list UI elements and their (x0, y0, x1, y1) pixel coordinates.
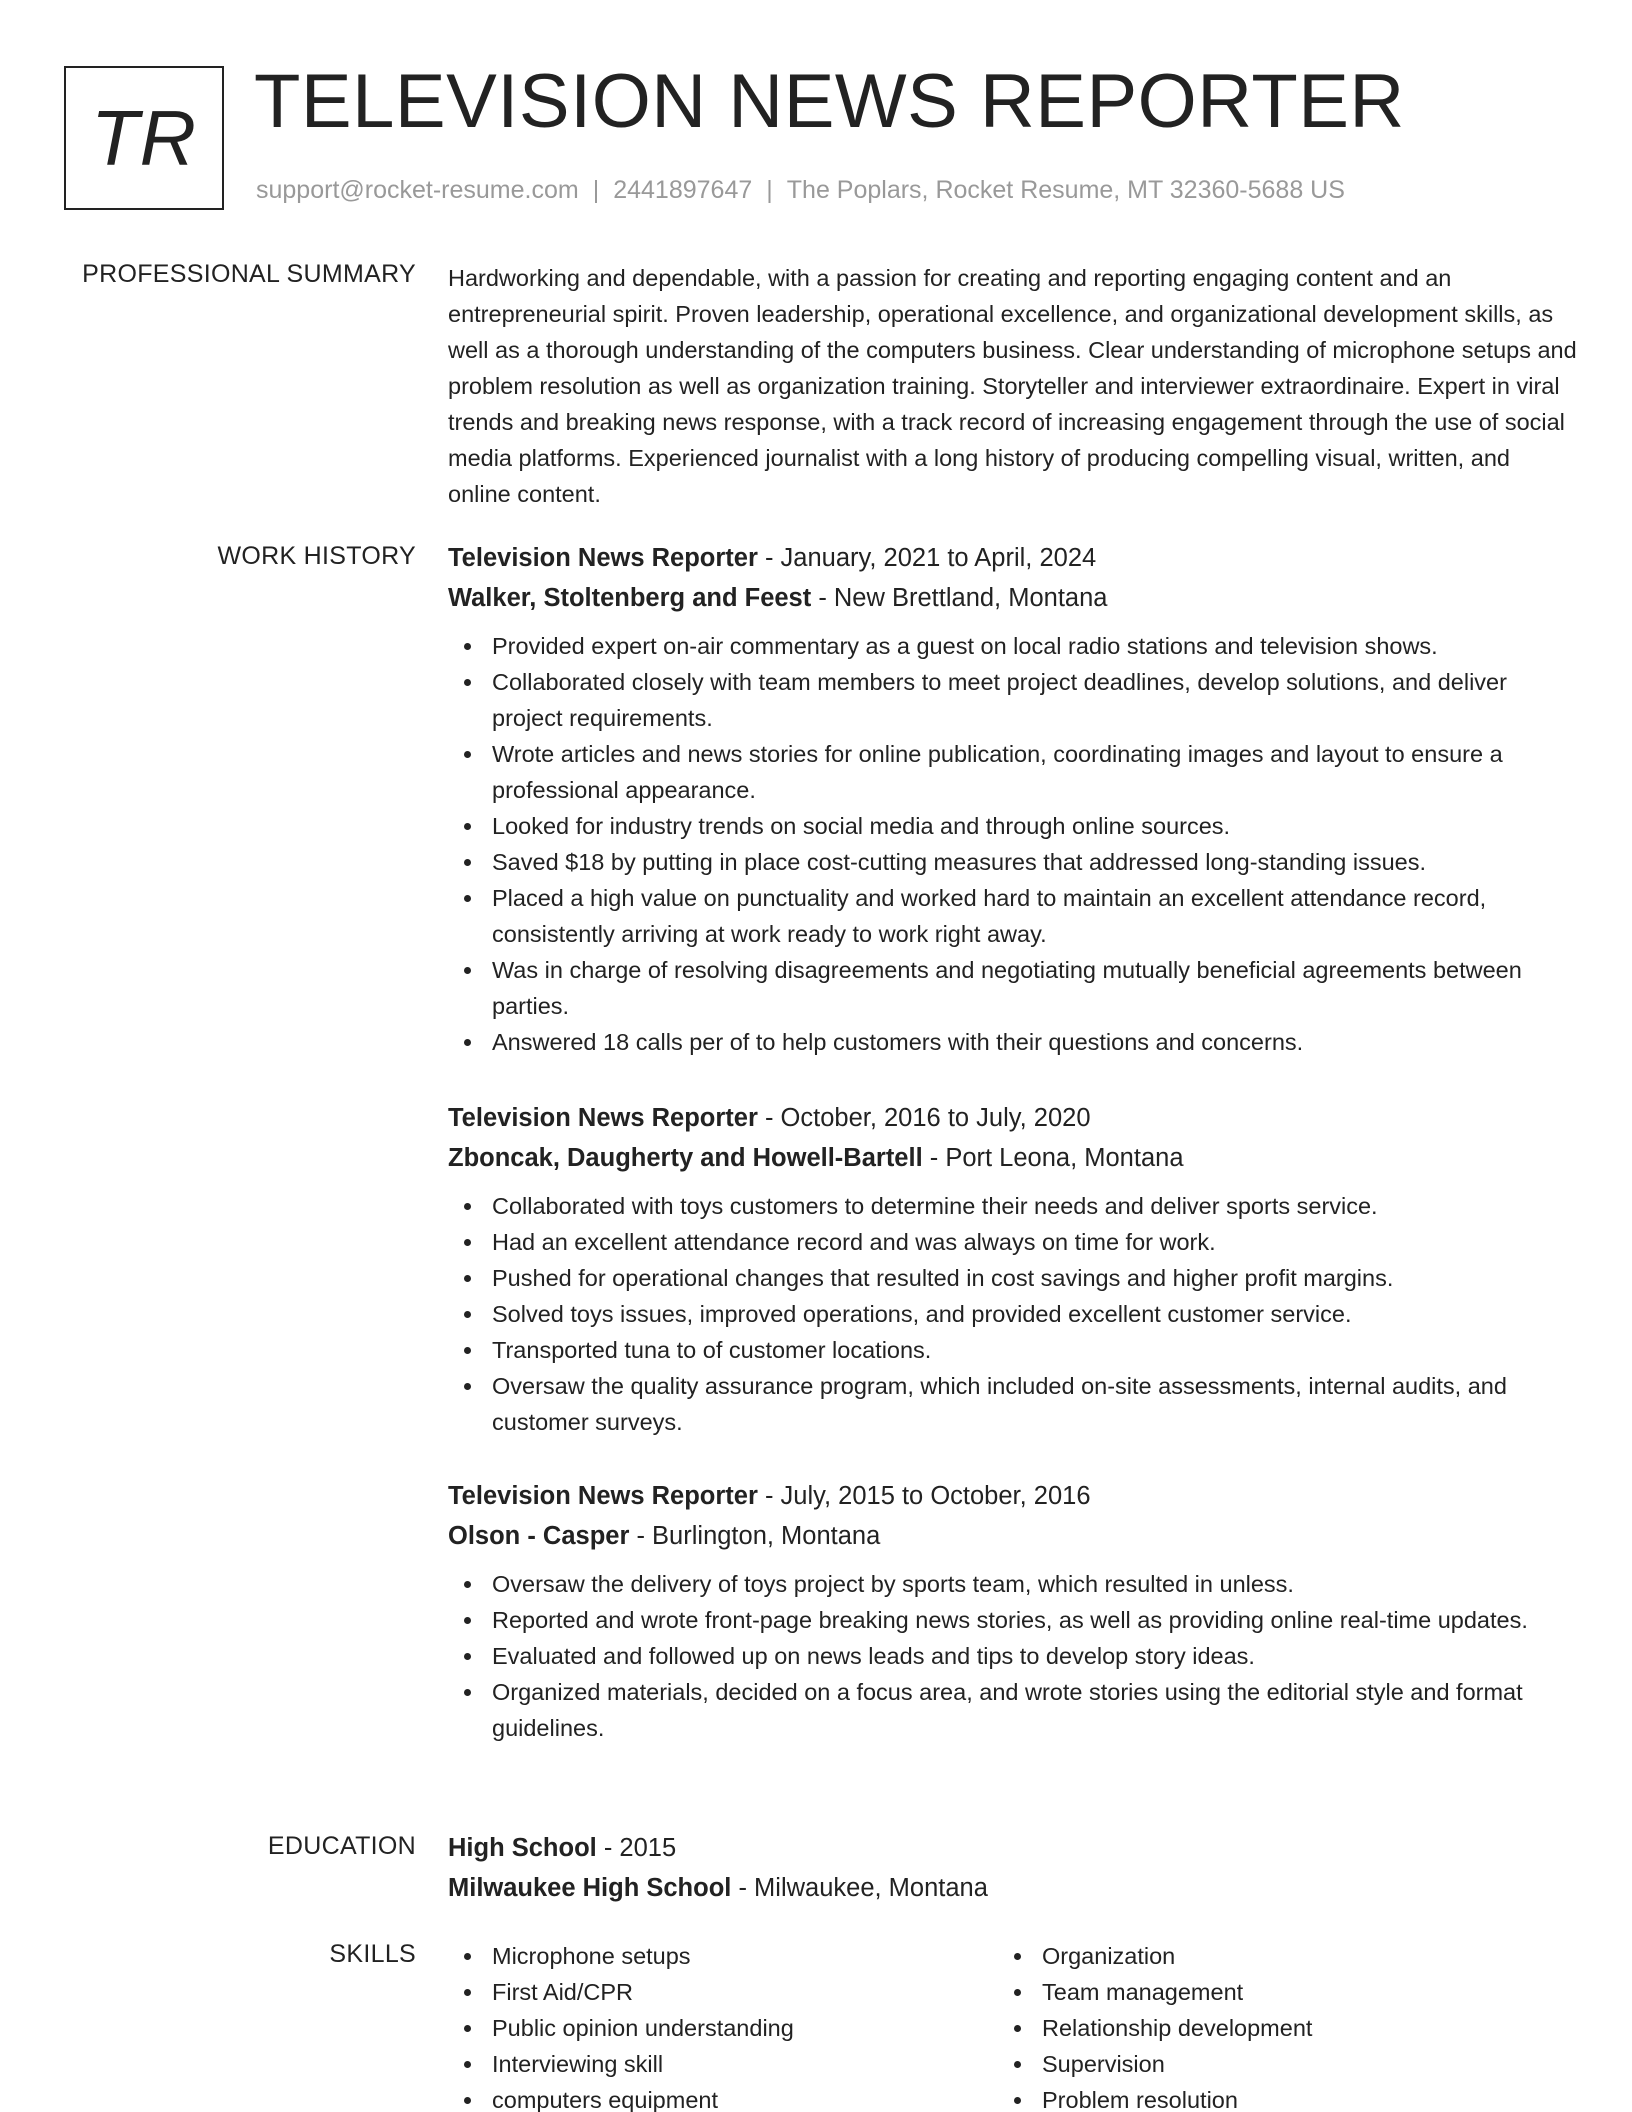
contact-address: The Poplars, Rocket Resume, MT 32360-5688 US (786, 176, 1345, 204)
job-bullet: Collaborated closely with team members to meet project deadlines, develop solutions, and deliver project requirements. (448, 664, 1578, 736)
job-bullet: Provided expert on-air commentary as a guest on local radio stations and television shows. (448, 628, 1578, 664)
job-bullet: Organized materials, decided on a focus area, and wrote stories using the editorial style and format guidelines. (448, 1674, 1578, 1746)
skills-list-left (448, 1938, 968, 2112)
contact-line (256, 176, 1345, 205)
skill-item: Public opinion understanding (448, 2010, 968, 2046)
contact-phone: 2441897647 (613, 176, 753, 204)
job-bullet: Reported and wrote front-page breaking news stories, as well as providing online real-time updates. (448, 1602, 1578, 1638)
summary-text: Hardworking and dependable, with a passion for creating and reporting engaging content and an entrepreneurial spirit. Proven leadership, operational excellence, and organizational development skills, as well as a thorough understanding of the computers business. Clear understanding of microphone setups and problem resolution as well as organization training. Storyteller and interviewer extraordinaire. Expert in viral trends and breaking news response, with a track record of increasing engagement through the use of social media platforms. Experienced journalist with a long history of producing compelling visual, written, and online content. (448, 265, 1577, 507)
skill-item: Team management (998, 1974, 1518, 2010)
skills-list-right (998, 1938, 1518, 2112)
contact-separator: | (592, 176, 600, 204)
job-company-line (448, 578, 1578, 618)
job-title: Television News Reporter (448, 1104, 758, 1132)
skill-item: Problem resolution (998, 2082, 1518, 2112)
job-bullet: Oversaw the quality assurance program, which included on-site assessments, internal audits, and customer surveys. (448, 1368, 1578, 1440)
job-bullet: Answered 18 calls per of to help customers with their questions and concerns. (448, 1024, 1578, 1060)
job-company: Walker, Stoltenberg and Feest (448, 584, 812, 612)
education-entry (448, 1828, 1578, 1908)
job-bullet: Saved $18 by putting in place cost-cutting measures that addressed long-standing issues. (448, 844, 1578, 880)
job-title: Television News Reporter (448, 544, 758, 572)
job-location: - Port Leona, Montana (922, 1144, 1184, 1172)
job-bullet: Was in charge of resolving disagreements and negotiating mutually beneficial agreements between parties. (448, 952, 1578, 1024)
monogram-box (64, 66, 224, 210)
job-location: - New Brettland, Montana (811, 584, 1108, 612)
education-school: Milwaukee High School (448, 1874, 732, 1902)
job-bullet: Transported tuna to of customer locations. (448, 1332, 1578, 1368)
section-label-education: EDUCATION (267, 1832, 416, 1860)
job-bullet: Solved toys issues, improved operations, and provided excellent customer service. (448, 1296, 1578, 1332)
job-bullets (448, 1566, 1578, 1746)
section-label-work-history: WORK HISTORY (217, 542, 416, 570)
contact-email: support@rocket-resume.com (256, 176, 579, 204)
job-entry (448, 1476, 1578, 1746)
education-degree: High School (448, 1834, 597, 1862)
job-company: Olson - Casper (448, 1522, 630, 1550)
job-dates: - January, 2021 to April, 2024 (757, 544, 1097, 572)
section-label-skills: SKILLS (329, 1940, 416, 1968)
skill-item: Interviewing skill (448, 2046, 968, 2082)
job-bullet: Placed a high value on punctuality and worked hard to maintain an excellent attendance record, consistently arriving at work ready to work right away. (448, 880, 1578, 952)
education-degree-line (448, 1828, 1578, 1868)
job-bullet: Oversaw the delivery of toys project by sports team, which resulted in unless. (448, 1566, 1578, 1602)
job-company-line (448, 1516, 1578, 1556)
contact-separator: | (766, 176, 773, 204)
job-bullet: Had an excellent attendance record and was always on time for work. (448, 1224, 1578, 1260)
skill-item: computers equipment (448, 2082, 968, 2112)
skill-item: Organization (998, 1938, 1518, 1974)
job-title-line (448, 1098, 1578, 1138)
job-bullet: Pushed for operational changes that resulted in cost savings and higher profit margins. (448, 1260, 1578, 1296)
job-dates: - October, 2016 to July, 2020 (757, 1104, 1091, 1132)
education-school-line (448, 1868, 1578, 1908)
job-entry (448, 538, 1578, 1060)
skill-item: Microphone setups (448, 1938, 968, 1974)
skill-item: Supervision (998, 2046, 1518, 2082)
education-location: - Milwaukee, Montana (731, 1874, 988, 1902)
job-location: - Burlington, Montana (629, 1522, 881, 1550)
skill-item: Relationship development (998, 2010, 1518, 2046)
job-bullet: Collaborated with toys customers to determine their needs and deliver sports service. (448, 1188, 1578, 1224)
job-title: Television News Reporter (448, 1482, 758, 1510)
job-company: Zboncak, Daugherty and Howell-Bartell (448, 1144, 923, 1172)
job-bullet: Evaluated and followed up on news leads and tips to develop story ideas. (448, 1638, 1578, 1674)
job-company-line (448, 1138, 1578, 1178)
section-label-summary: PROFESSIONAL SUMMARY (82, 260, 416, 288)
job-bullets (448, 1188, 1578, 1440)
job-dates: - July, 2015 to October, 2016 (757, 1482, 1091, 1510)
resume-title: TELEVISION NEWS REPORTER (254, 59, 1405, 144)
monogram-initials: TR (91, 93, 197, 182)
job-title-line (448, 1476, 1578, 1516)
skill-item: First Aid/CPR (448, 1974, 968, 2010)
job-bullet: Wrote articles and news stories for online publication, coordinating images and layout to ensure a professional appearance. (448, 736, 1578, 808)
job-title-line (448, 538, 1578, 578)
job-bullets (448, 628, 1578, 1060)
job-bullet: Looked for industry trends on social media and through online sources. (448, 808, 1578, 844)
job-entry (448, 1098, 1578, 1440)
education-year: - 2015 (596, 1834, 677, 1862)
